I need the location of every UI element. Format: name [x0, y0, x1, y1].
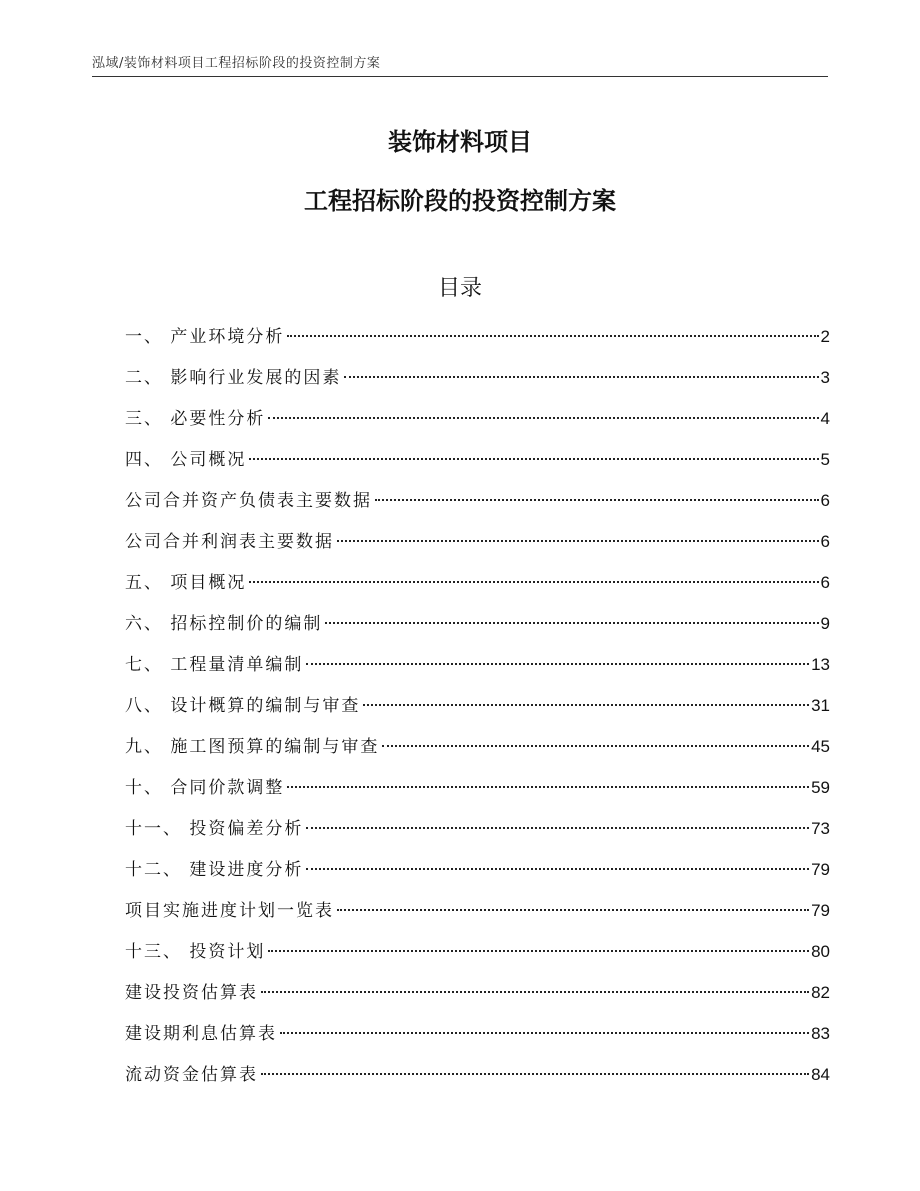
toc-entry[interactable]: [125, 1019, 830, 1060]
running-header: 泓域/装饰材料项目工程招标阶段的投资控制方案: [92, 56, 381, 71]
toc-leader-dots: [375, 499, 819, 501]
toc-entry-page-number: 6: [820, 573, 830, 592]
toc-entry[interactable]: [125, 937, 830, 978]
toc-entry[interactable]: [125, 1060, 830, 1101]
toc-leader-dots: [382, 745, 809, 747]
toc-leader-dots: [280, 1032, 809, 1034]
toc-entry-page-number: 79: [811, 860, 830, 879]
toc-entry-page-number: 2: [820, 327, 830, 346]
toc-entry-label: 五、 项目概况: [125, 573, 247, 593]
toc-leader-dots: [268, 417, 818, 419]
toc-entry[interactable]: [125, 363, 830, 404]
document-title-line-2: 工程招标阶段的投资控制方案: [304, 187, 616, 215]
toc-leader-dots: [363, 704, 809, 706]
toc-entry-page-number: 73: [811, 819, 830, 838]
toc-leader-dots: [249, 458, 818, 460]
header-divider: [92, 76, 828, 77]
toc-entry-label: 十二、 建设进度分析: [125, 860, 304, 880]
toc-entry[interactable]: [125, 609, 830, 650]
toc-leader-dots: [249, 581, 818, 583]
toc-entry-label: 三、 必要性分析: [125, 409, 266, 429]
toc-entry-page-number: 45: [811, 737, 830, 756]
toc-leader-dots: [306, 827, 809, 829]
toc-entry[interactable]: [125, 404, 830, 445]
toc-entry-label: 四、 公司概况: [125, 450, 247, 470]
toc-entry-label: 二、 影响行业发展的因素: [125, 368, 342, 388]
toc-entry[interactable]: [125, 650, 830, 691]
table-of-contents: [125, 322, 830, 1101]
toc-entry-page-number: 79: [811, 901, 830, 920]
toc-entry[interactable]: [125, 732, 830, 773]
toc-entry-label: 七、 工程量清单编制: [125, 655, 304, 675]
toc-entry-page-number: 84: [811, 1065, 830, 1084]
toc-entry-page-number: 5: [820, 450, 830, 469]
toc-entry-page-number: 9: [820, 614, 830, 633]
toc-entry-page-number: 82: [811, 983, 830, 1002]
toc-entry[interactable]: [125, 568, 830, 609]
toc-entry-label: 十三、 投资计划: [125, 942, 266, 962]
toc-leader-dots: [287, 786, 809, 788]
toc-leader-dots: [344, 376, 818, 378]
toc-entry-label: 公司合并资产负债表主要数据: [125, 491, 372, 511]
toc-entry-page-number: 13: [811, 655, 830, 674]
toc-entry-page-number: 80: [811, 942, 830, 961]
toc-entry[interactable]: [125, 486, 830, 527]
toc-leader-dots: [287, 335, 818, 337]
toc-leader-dots: [306, 663, 809, 665]
toc-entry-page-number: 4: [820, 409, 830, 428]
toc-entry-label: 十一、 投资偏差分析: [125, 819, 304, 839]
toc-entry[interactable]: [125, 896, 830, 937]
toc-entry[interactable]: [125, 978, 830, 1019]
toc-entry-label: 八、 设计概算的编制与审查: [125, 696, 361, 716]
toc-entry-page-number: 3: [820, 368, 830, 387]
toc-entry[interactable]: [125, 527, 830, 568]
toc-entry-page-number: 31: [811, 696, 830, 715]
toc-leader-dots: [261, 1073, 809, 1075]
toc-entry-label: 十、 合同价款调整: [125, 778, 285, 798]
toc-entry-page-number: 6: [820, 491, 830, 510]
toc-entry-page-number: 6: [820, 532, 830, 551]
toc-entry[interactable]: [125, 855, 830, 896]
toc-entry-label: 建设投资估算表: [125, 983, 258, 1003]
toc-leader-dots: [337, 540, 819, 542]
toc-entry-label: 公司合并利润表主要数据: [125, 532, 334, 552]
toc-leader-dots: [261, 991, 809, 993]
toc-entry-label: 流动资金估算表: [125, 1065, 258, 1085]
toc-entry[interactable]: [125, 445, 830, 486]
toc-entry-label: 六、 招标控制价的编制: [125, 614, 323, 634]
toc-entry[interactable]: [125, 814, 830, 855]
toc-entry-label: 一、 产业环境分析: [125, 327, 285, 347]
toc-entry-label: 项目实施进度计划一览表: [125, 901, 334, 921]
toc-entry[interactable]: [125, 773, 830, 814]
toc-leader-dots: [306, 868, 809, 870]
toc-entry-label: 九、 施工图预算的编制与审查: [125, 737, 380, 757]
toc-entry-page-number: 83: [811, 1024, 830, 1043]
document-title-line-1: 装饰材料项目: [388, 128, 532, 156]
toc-heading: 目录: [437, 276, 482, 301]
toc-leader-dots: [337, 909, 809, 911]
toc-entry[interactable]: [125, 691, 830, 732]
toc-leader-dots: [268, 950, 809, 952]
toc-entry[interactable]: [125, 322, 830, 363]
toc-leader-dots: [325, 622, 818, 624]
toc-entry-label: 建设期利息估算表: [125, 1024, 277, 1044]
toc-entry-page-number: 59: [811, 778, 830, 797]
